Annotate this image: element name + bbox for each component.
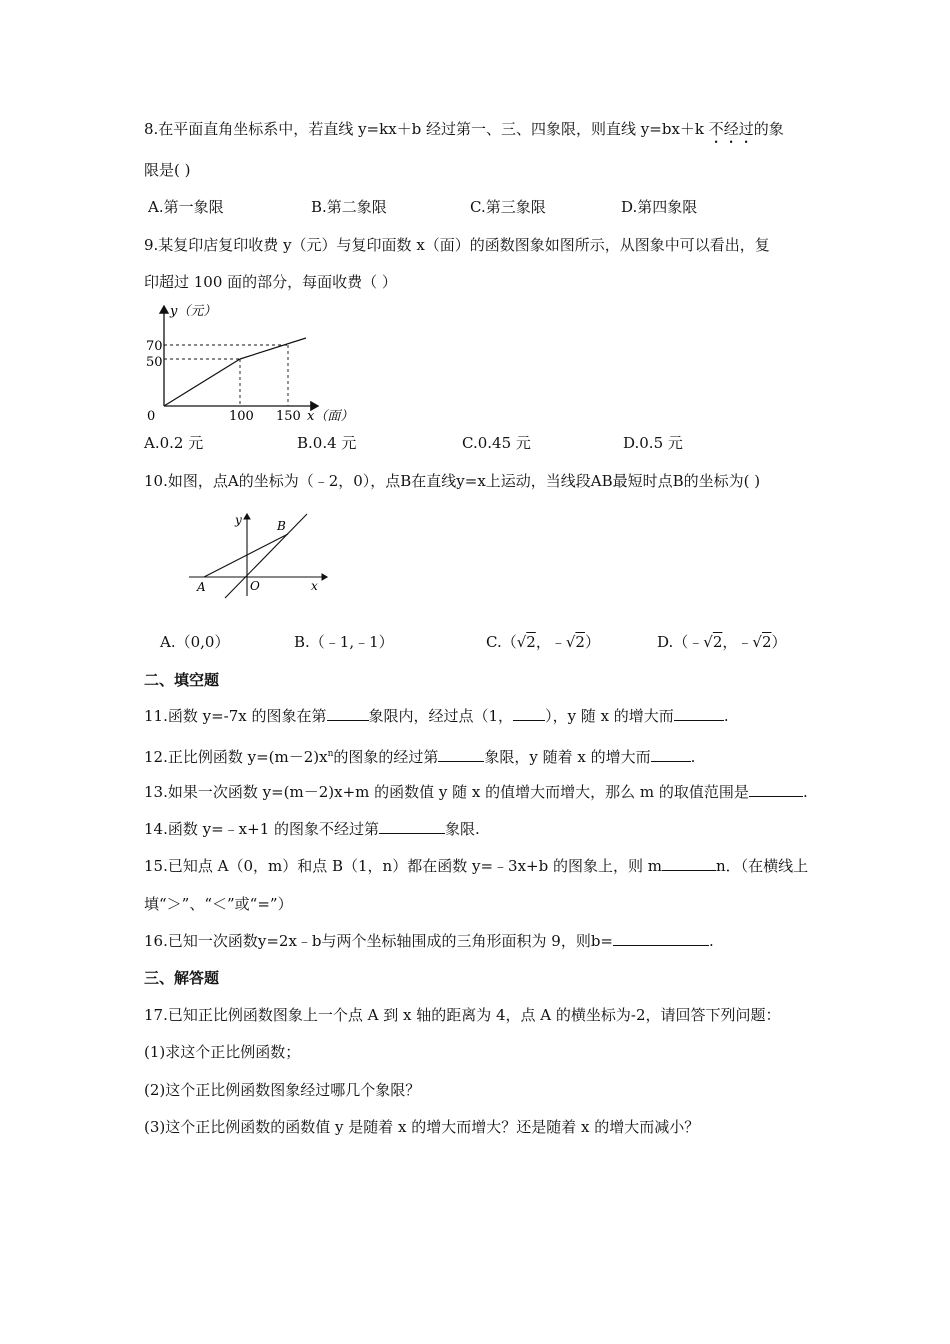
q10-graph — [185, 508, 335, 600]
q13: 13.如果一次函数 y=(m－2)x+m 的函数值 y 随 x 的值增大而增大，那么 m 的取值范围是 . — [144, 783, 808, 801]
q9-ytick-70: 70 — [146, 339, 163, 354]
q9-graph — [140, 296, 360, 424]
q9-option-c: C.0.45 元 — [462, 434, 531, 452]
q16: 16.已知一次函数y=2x﹣b与两个坐标轴围成的三角形面积为 9，则b= . — [144, 932, 714, 950]
q15-line2: 填“＞”、“＜”或“=”） — [144, 895, 293, 913]
q8-option-b: B.第二象限 — [311, 198, 387, 216]
q11-blank-1[interactable] — [327, 706, 369, 721]
q9-ytick-50: 50 — [146, 355, 163, 370]
q10-point-a-label: A — [197, 580, 206, 594]
q14-blank[interactable] — [379, 819, 445, 834]
q9-option-a: A.0.2 元 — [144, 434, 204, 452]
q10-line1: 10.如图，点A的坐标为（﹣2，0），点B在直线y=x上运动，当线段AB最短时点B的坐标为( ) — [144, 472, 761, 490]
q9-segment-2 — [240, 338, 306, 359]
q10-segment-ab — [204, 534, 288, 577]
q9-dashed-guides — [164, 345, 288, 406]
sqrt-icon: √ — [703, 633, 713, 651]
section-answer-heading: 三、解答题 — [144, 969, 220, 987]
q8-option-a: A.第一象限 — [148, 198, 224, 216]
q8-line1: 8.在平面直角坐标系中，若直线 y=kx＋b 经过第一、三、四象限，则直线 y=bx＋k 不经过的象 — [144, 120, 784, 138]
q10-option-c: C.（√2，﹣√2） — [486, 633, 600, 651]
q10-origin-label: O — [250, 579, 260, 593]
q9-xtick-150: 150 — [276, 409, 301, 424]
q8-option-d: D.第四象限 — [621, 198, 698, 216]
q13-blank[interactable] — [749, 782, 803, 797]
q9-x-label: x（面） — [307, 409, 354, 424]
q9-segment-1 — [164, 359, 240, 406]
q9-xtick-100: 100 — [229, 409, 254, 424]
q10-point-b-label: B — [277, 519, 286, 533]
q14: 14.函数 y=﹣x+1 的图象不经过第 象限. — [144, 820, 480, 838]
sqrt-icon: √ — [565, 633, 576, 651]
q17-sub3: (3)这个正比例函数的函数值 y 是随着 x 的增大而增大？还是随着 x 的增大而减小？ — [144, 1118, 700, 1136]
q15-blank[interactable] — [662, 856, 716, 871]
q8-option-c: C.第三象限 — [470, 198, 546, 216]
sqrt-icon: √ — [516, 633, 527, 651]
q12: 12.正比例函数 $y=(m-2)x^n$的图象的经过第 象限，y 随着 x 的增大而 . — [144, 748, 696, 766]
q11-blank-2[interactable] — [513, 706, 545, 721]
q9-origin: 0 — [147, 409, 156, 424]
q10-option-d: D.（﹣√2，﹣√2） — [657, 633, 787, 651]
q17-line1: 17.已知正比例函数图象上一个点 A 到 x 轴的距离为 4，点 A 的横坐标为-2，请回答下列问题： — [144, 1006, 781, 1024]
q8-emphasis: 不经过 — [708, 120, 754, 138]
q10-x-label: x — [311, 579, 318, 593]
q11: 11.函数 y=-7x 的图象在第 象限内，经过点（1， ），y 随 x 的增大而 . — [144, 707, 729, 725]
q8-line2: 限是( ) — [144, 161, 191, 179]
q9-option-b: B.0.4 元 — [297, 434, 357, 452]
section-fill-in-heading: 二、填空题 — [144, 671, 220, 689]
q9-line2: 印超过 100 面的部分，每面收费（ ） — [144, 273, 397, 291]
q10-option-a: A.（0,0） — [160, 633, 230, 651]
q11-blank-3[interactable] — [674, 706, 724, 721]
q10-option-b: B.（﹣1,﹣1） — [294, 633, 394, 651]
q12-blank-1[interactable] — [438, 747, 484, 762]
q9-y-label: y（元） — [170, 304, 217, 319]
q17-sub2: (2)这个正比例函数图象经过哪几个象限？ — [144, 1081, 421, 1099]
q16-blank[interactable] — [613, 931, 709, 946]
sqrt-icon: √ — [752, 633, 762, 651]
q12-blank-2[interactable] — [651, 747, 691, 762]
q17-sub1: (1)求这个正比例函数； — [144, 1043, 301, 1061]
q9-line1: 9.某复印店复印收费 y（元）与复印面数 x（面）的函数图象如图所示，从图象中可以看出，复 — [144, 236, 770, 254]
q10-y-label: y — [235, 513, 242, 527]
q9-option-d: D.0.5 元 — [623, 434, 683, 452]
q15-line1: 15.已知点 A（0，m）和点 B（1，n）都在函数 y=﹣3x+b 的图象上，则 m n．（在横线上 — [144, 857, 809, 875]
